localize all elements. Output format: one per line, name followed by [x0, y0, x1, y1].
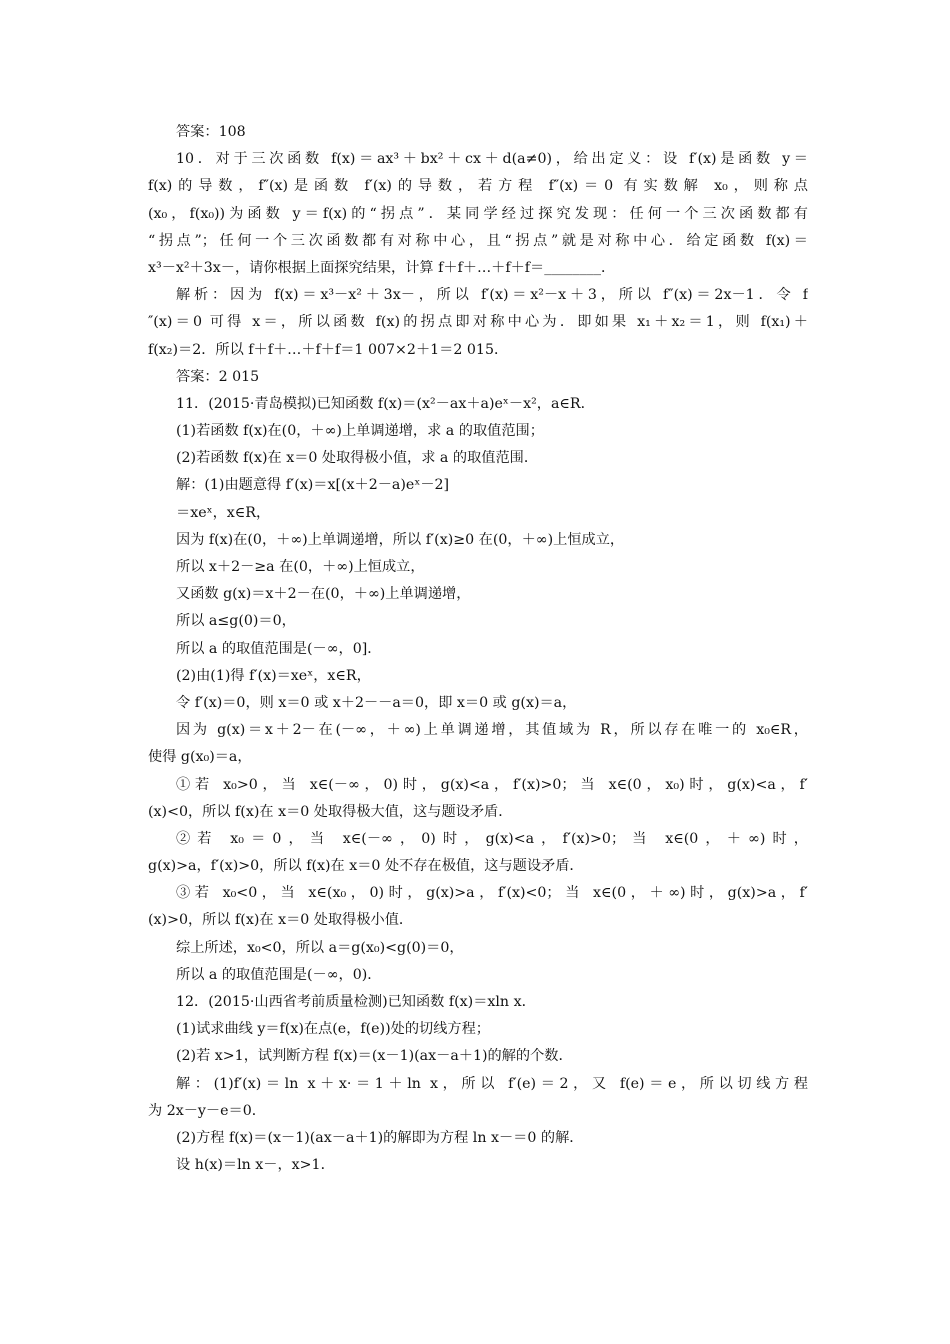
solution-10-line-3: f(x₂)＝2．所以 f＋f＋…＋f＋f＝1 007×2＋1＝2 015． [148, 341, 509, 358]
problem-10-line-1: 10．对于三次函数 f(x)＝ax³＋bx²＋cx＋d(a≠0)，给出定义：设 f′(x)是函数 y＝ [176, 151, 808, 168]
problem-11-part-2: (2)若函数 f(x)在 x＝0 处取得极小值，求 a 的取值范围． [176, 450, 539, 467]
solution-11-line-1: 解：(1)由题意得 f′(x)＝x[(x＋2－a)eˣ－2] [176, 477, 450, 494]
solution-11-line-5: 又函数 g(x)＝x＋2－在(0，＋∞)上单调递增， [176, 586, 471, 603]
solution-11-line-6: 所以 a≤g(0)＝0， [176, 613, 296, 630]
case-2-line-2: g(x)>a，f′(x)>0，所以 f(x)在 x＝0 处不存在极值，这与题设矛盾． [148, 858, 584, 875]
solution-12-line-2: 为 2x－y－e＝0． [148, 1102, 266, 1119]
document-body [148, 119, 808, 1179]
problem-12-part-1: (1)试求曲线 y＝f(x)在点(e，f(e))处的切线方程； [176, 1021, 490, 1038]
problem-10-line-4: “拐点”；任何一个三次函数都有对称中心，且“拐点”就是对称中心．给定函数 f(x)＝ [148, 232, 808, 249]
solution-10-line-2: ″(x)＝0 可得 x＝，所以函数 f(x)的拐点即对称中心为．即如果 x₁＋x₂＝1，则 f(x₁)＋ [148, 314, 808, 331]
answer-108: 答案：108 [176, 124, 246, 140]
case-3-line-2: (x)>0，所以 f(x)在 x＝0 处取得极小值． [148, 912, 414, 929]
problem-11-part-1: (1)若函数 f(x)在(0，＋∞)上单调递增，求 a 的取值范围； [176, 423, 544, 440]
solution-11-line-7: 所以 a 的取值范围是(－∞，0]． [176, 640, 382, 657]
solution-12-line-4: 设 h(x)＝ln x－，x>1． [176, 1157, 335, 1174]
solution-11-line-3: 因为 f(x)在(0，＋∞)上单调递增，所以 f′(x)≥0 在(0，＋∞)上恒成立， [176, 531, 625, 548]
solution-11-line-8: (2)由(1)得 f′(x)＝xeˣ，x∈R， [176, 667, 371, 684]
solution-11-line-4: 所以 x＋2－≥a 在(0，＋∞)上恒成立， [176, 559, 425, 575]
solution-11-line-10: 因为 g(x)＝x＋2－在(－∞，＋∞)上单调递增，其值域为 R，所以存在唯一的 x₀∈R， [176, 722, 808, 739]
summary-line-1: 综上所述，x₀<0，所以 a＝g(x₀)<g(0)＝0， [176, 939, 464, 956]
solution-12-line-1: 解：(1)f′(x)＝ln x＋x·＝1＋ln x，所以 f′(e)＝2，又 f(e)＝e，所以切线方程 [176, 1075, 808, 1092]
case-1-line-2: (x)<0，所以 f(x)在 x＝0 处取得极大值，这与题设矛盾． [148, 803, 513, 820]
problem-12-stem: 12．(2015·山西省考前质量检测)已知函数 f(x)＝xln x． [176, 994, 536, 1010]
case-3-line-1: ③若 x₀<0，当 x∈(x₀，0)时，g(x)>a，f′(x)<0；当 x∈(0，＋∞)时，g(x)>a，f′ [176, 885, 808, 902]
summary-line-2: 所以 a 的取值范围是(－∞，0)． [176, 966, 382, 983]
problem-10-line-5: x³－x²＋3x－，请你根据上面探究结果，计算 f＋f＋…＋f＋f＝________． [148, 259, 616, 276]
solution-11-line-2: ＝xeˣ，x∈R， [176, 504, 271, 521]
problem-10-line-3: (x₀，f(x₀))为函数 y＝f(x)的“拐点”．某同学经过探究发现：任何一个三次函数都有 [148, 205, 808, 222]
answer-2015: 答案：2 015 [176, 368, 260, 385]
solution-11-line-11: 使得 g(x₀)＝a， [148, 749, 252, 766]
problem-11-stem: 11．(2015·青岛模拟)已知函数 f(x)＝(x²－ax＋a)eˣ－x²，a∈R． [176, 395, 595, 412]
solution-11-line-9: 令 f′(x)＝0，则 x＝0 或 x＋2－－a＝0，即 x＝0 或 g(x)＝a， [176, 694, 577, 711]
problem-10-line-2: f(x)的导数，f″(x)是函数 f′(x)的导数，若方程 f″(x)＝0 有实数解 x₀，则称点 [148, 178, 808, 195]
solution-12-line-3: (2)方程 f(x)＝(x－1)(ax－a＋1)的解即为方程 ln x－＝0 的解． [176, 1129, 584, 1146]
case-1-line-1: ①若 x₀>0，当 x∈(－∞，0)时，g(x)<a，f′(x)>0；当 x∈(0，x₀)时，g(x)<a，f′ [176, 776, 808, 793]
problem-12-part-2: (2)若 x>1，试判断方程 f(x)＝(x－1)(ax－a＋1)的解的个数． [176, 1048, 573, 1065]
solution-10-line-1: 解析：因为 f(x)＝x³－x²＋3x－，所以 f′(x)＝x²－x＋3，所以 f″(x)＝2x－1．令 f [176, 287, 808, 304]
case-2-line-1: ②若 x₀＝0，当 x∈(－∞，0)时，g(x)<a，f′(x)>0；当 x∈(0，＋∞)时， [176, 830, 808, 847]
